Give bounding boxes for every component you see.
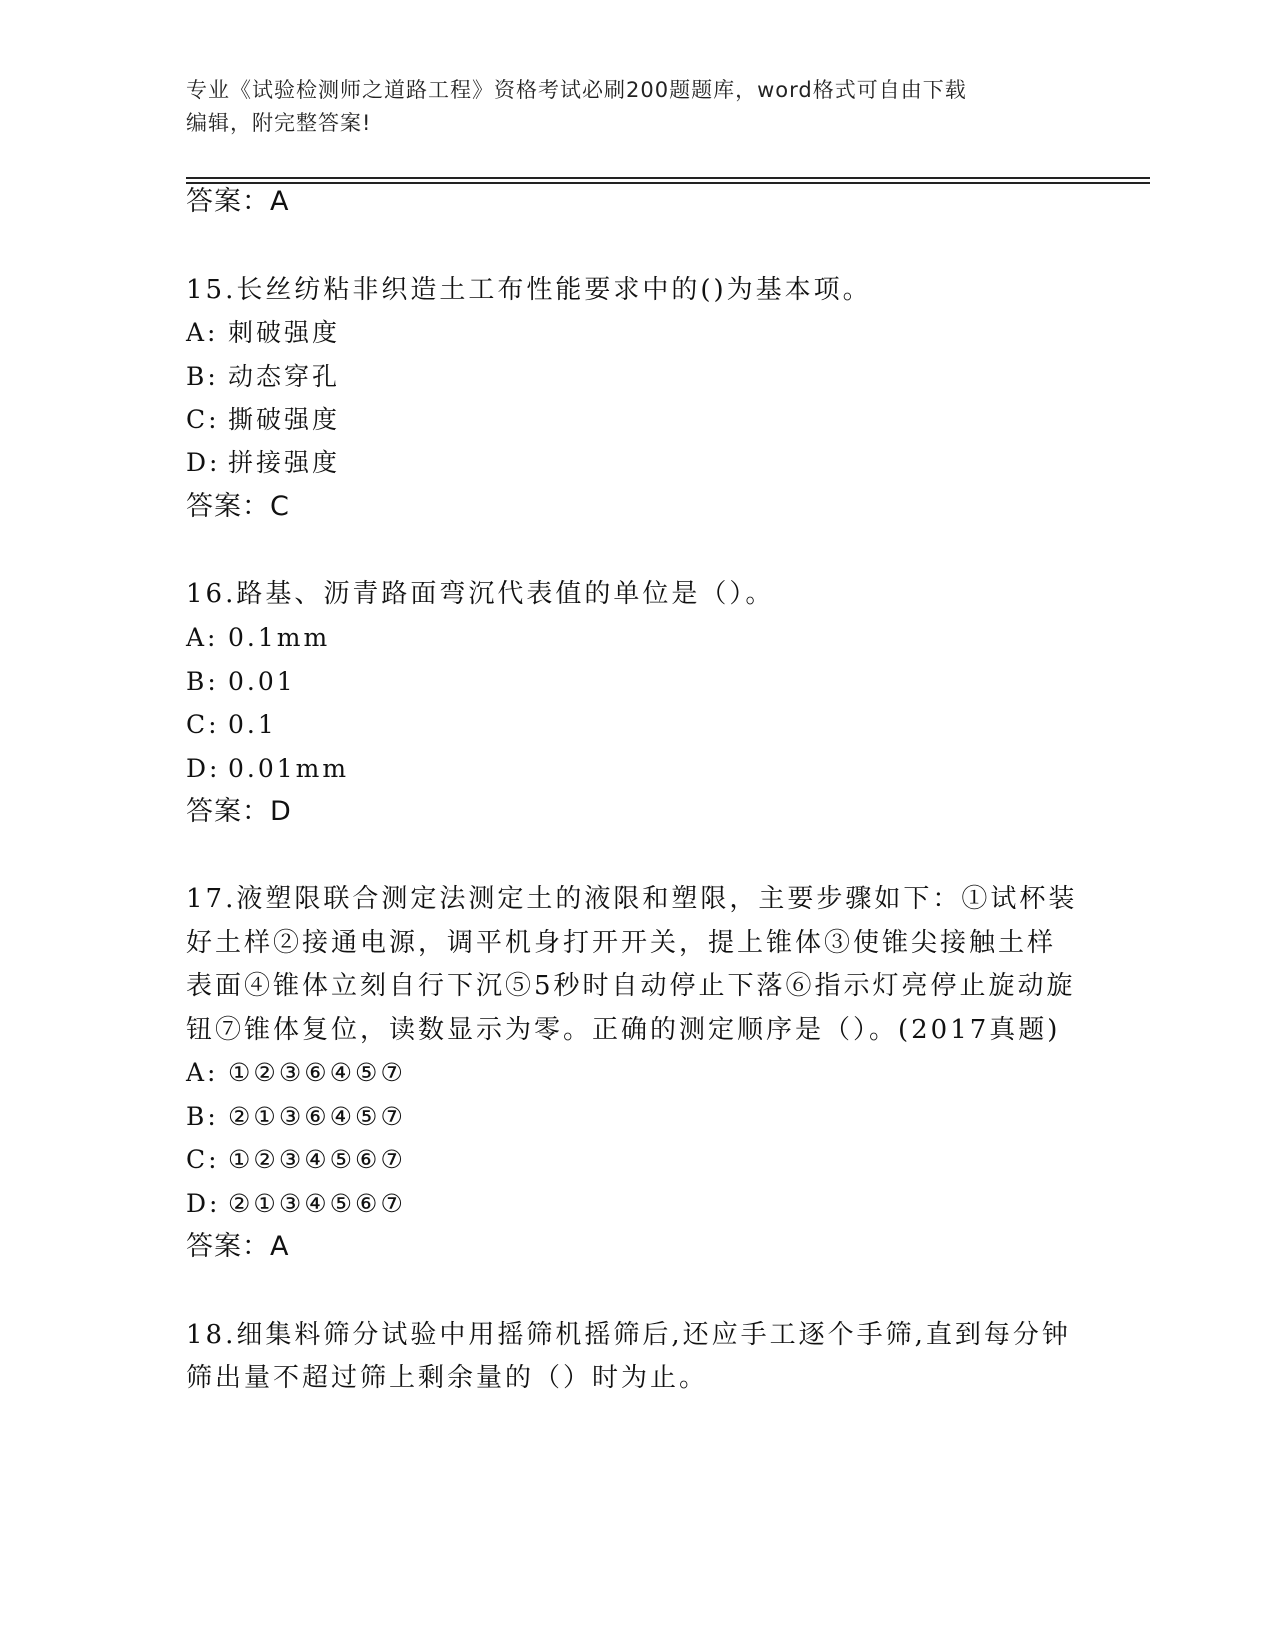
question-15-option-d — [186, 446, 340, 480]
option-text: ②①③⑥④⑤⑦ — [228, 1102, 406, 1131]
question-16-option-d — [186, 752, 349, 786]
option-key: D: — [186, 1189, 221, 1218]
header-rule-top — [186, 177, 1150, 179]
question-17-stem-line-1: 17.液塑限联合测定法测定土的液限和塑限，主要步骤如下：①试杯装 — [186, 884, 1078, 914]
answer-15: 答案：C — [186, 491, 290, 522]
option-text: 刺破强度 — [228, 318, 341, 347]
option-key: A: — [186, 623, 219, 652]
option-key: D: — [186, 448, 221, 477]
option-text: 0.1mm — [228, 623, 331, 652]
option-text: ②①③④⑤⑥⑦ — [228, 1189, 406, 1218]
question-16-option-c — [186, 708, 277, 742]
answer-prev: 答案：A — [186, 186, 290, 217]
option-key: C: — [186, 405, 220, 434]
option-text: 动态穿孔 — [228, 362, 341, 391]
question-16-option-a — [186, 621, 330, 655]
question-17-stem-line-3: 表面④锥体立刻自行下沉⑤5秒时自动停止下落⑥指示灯亮停止旋动旋 — [186, 971, 1076, 1001]
option-text: 0.01 — [228, 667, 296, 696]
header-title-line-2: 编辑，附完整答案! — [186, 111, 372, 135]
question-18-stem-line-1: 18.细集料筛分试验中用摇筛机摇筛后,还应手工逐个手筛,直到每分钟 — [186, 1320, 1071, 1350]
header-rule-bottom — [186, 182, 1150, 184]
option-key: B: — [186, 362, 219, 391]
header-title-line-1: 专业《试验检测师之道路工程》资格考试必刷200题题库，word格式可自由下载 — [186, 78, 967, 102]
question-16-option-b — [186, 665, 296, 699]
option-key: D: — [186, 754, 221, 783]
answer-16: 答案：D — [186, 796, 292, 827]
option-text: 拼接强度 — [228, 448, 341, 477]
option-text: 0.1 — [228, 710, 277, 739]
option-key: B: — [186, 1102, 219, 1131]
option-key: C: — [186, 710, 220, 739]
option-key: C: — [186, 1145, 220, 1174]
answer-17: 答案：A — [186, 1231, 290, 1262]
question-15-option-b — [186, 360, 340, 394]
option-key: A: — [186, 318, 219, 347]
question-15-stem: 15.长丝纺粘非织造土工布性能要求中的()为基本项。 — [186, 275, 872, 305]
question-17-option-b — [186, 1100, 406, 1134]
question-17-stem-line-2: 好土样②接通电源，调平机身打开开关，提上锥体③使锥尖接触土样 — [186, 928, 1057, 958]
option-text: 撕破强度 — [228, 405, 341, 434]
question-17-option-c — [186, 1143, 406, 1177]
question-15-option-a — [186, 316, 340, 350]
question-17-option-d — [186, 1187, 406, 1221]
question-17-option-a — [186, 1056, 406, 1090]
question-17-stem-line-4: 钮⑦锥体复位，读数显示为零。正确的测定顺序是（）。(2017真题) — [186, 1015, 1061, 1045]
question-15-option-c — [186, 403, 340, 437]
option-text: ①②③⑥④⑤⑦ — [228, 1058, 406, 1087]
page-header — [186, 74, 1086, 140]
option-key: A: — [186, 1058, 219, 1087]
question-16-stem: 16.路基、沥青路面弯沉代表值的单位是（）。 — [186, 579, 775, 609]
option-text: ①②③④⑤⑥⑦ — [228, 1145, 406, 1174]
option-key: B: — [186, 667, 219, 696]
question-18-stem-line-2: 筛出量不超过筛上剩余量的（）时为止。 — [186, 1363, 709, 1393]
option-text: 0.01mm — [228, 754, 350, 783]
